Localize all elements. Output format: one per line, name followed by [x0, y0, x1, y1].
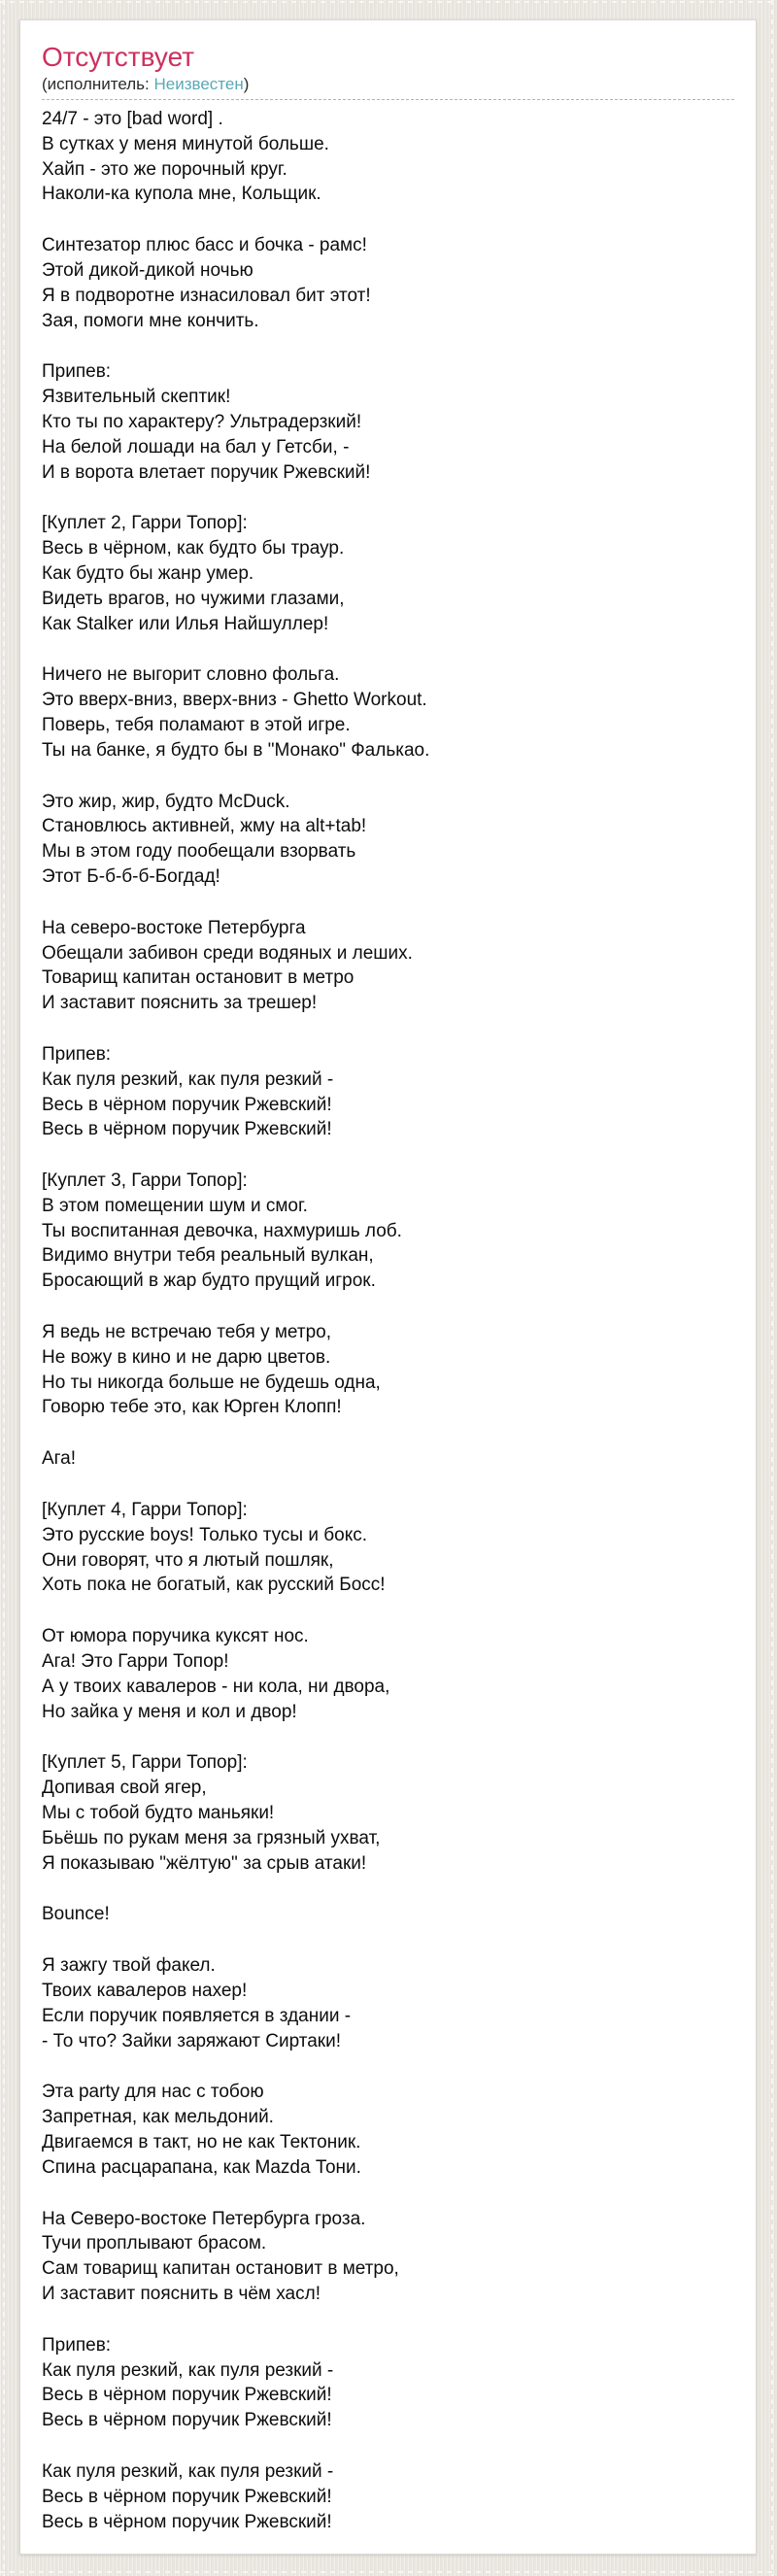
- lyric-line: И заставит пояснить за трешер!: [42, 993, 318, 1014]
- stanza: [42, 1624, 734, 1724]
- lyric-line: Весь в чёрном поручик Ржевский!: [42, 1094, 332, 1115]
- lyric-line: Бросающий в жар будто прущий игрок.: [42, 1271, 376, 1292]
- artist-line: [42, 75, 734, 94]
- background-stitch-bottom: [0, 2571, 777, 2573]
- lyric-line: Запретная, как мельдоний.: [42, 2107, 274, 2128]
- lyric-line: Язвительный скептик!: [42, 387, 231, 408]
- lyric-line: На белой лошади на бал у Гетсби, -: [42, 436, 350, 458]
- lyric-line: Двигаемся в такт, но не как Тектоник.: [42, 2132, 361, 2152]
- lyric-line: И в ворота влетает поручик Ржевский!: [42, 461, 371, 483]
- stanza: [42, 511, 734, 636]
- lyric-line: Ты воспитанная девочка, нахмуришь лоб.: [42, 1220, 402, 1241]
- background-stitch-top: [0, 1, 777, 3]
- lyric-line: Припев:: [42, 1043, 112, 1065]
- lyric-line: Становлюсь активней, жму на alt+tab!: [42, 816, 367, 837]
- stanza: [42, 2459, 734, 2534]
- lyric-line: Весь в чёрном поручик Ржевский!: [42, 2410, 332, 2431]
- lyric-line: На Северо-востоке Петербурга гроза.: [42, 2208, 366, 2229]
- lyric-line: 24/7 - это [bad word] .: [42, 109, 223, 129]
- lyric-line: Я показываю "жёлтую" за срыв атаки!: [42, 1852, 367, 1874]
- stanza: [42, 1169, 734, 1294]
- lyrics-card: [19, 19, 757, 2555]
- lyric-line: Говорю тебе это, как Юрген Клопп!: [42, 1397, 342, 1418]
- lyric-line: Видеть врагов, но чужими глазами,: [42, 588, 345, 609]
- lyric-line: Твоих кавалеров нахер!: [42, 1981, 248, 2002]
- lyric-line: [Куплет 4, Гарри Топор]:: [42, 1500, 248, 1521]
- lyric-line: Сам товарищ капитан остановит в метро,: [42, 2258, 399, 2280]
- lyric-line: Как пуля резкий, как пуля резкий -: [42, 2359, 334, 2381]
- lyric-line: Но ты никогда больше не будешь одна,: [42, 1372, 381, 1393]
- lyric-line: Этой дикой-дикой ночью: [42, 259, 253, 281]
- stanza: [42, 916, 734, 1016]
- lyric-line: Мы в этом году пообещали взорвать: [42, 841, 356, 863]
- lyric-line: Видимо внутри тебя реальный вулкан,: [42, 1245, 374, 1267]
- lyric-line: В сутках у меня минутой больше.: [42, 133, 329, 154]
- stanza: [42, 107, 734, 207]
- lyric-line: Бьёшь по рукам меня за грязный ухват,: [42, 1827, 381, 1848]
- lyric-line: - То что? Зайки заряжают Сиртаки!: [42, 2030, 341, 2051]
- lyric-line: Но зайка у меня и кол и двор!: [42, 1701, 297, 1722]
- lyric-line: Это вверх-вниз, вверх-вниз - Ghetto Workout.: [42, 690, 427, 711]
- lyric-line: Это русские boys! Только тусы и бокс.: [42, 1524, 368, 1545]
- stanza: [42, 1042, 734, 1142]
- stanza: [42, 2207, 734, 2307]
- lyric-line: От юмора поручика куксят нос.: [42, 1626, 309, 1647]
- stanza: [42, 1446, 734, 1472]
- lyric-line: Как пуля резкий, как пуля резкий -: [42, 2460, 334, 2482]
- lyric-line: Я зажгу твой факел.: [42, 1955, 216, 1977]
- stanza: [42, 233, 734, 333]
- lyric-line: Как Stalker или Илья Найшуллер!: [42, 613, 329, 634]
- artist-label-prefix: (исполнитель:: [42, 75, 150, 93]
- stanza: [42, 2333, 734, 2433]
- lyric-line: Поверь, тебя поламают в этой игре.: [42, 714, 351, 735]
- lyrics-text: [42, 107, 734, 2534]
- stanza: [42, 1750, 734, 1876]
- lyric-line: Они говорят, что я лютый пошляк,: [42, 1549, 334, 1571]
- artist-link[interactable]: Неизвестен: [153, 75, 244, 93]
- lyric-line: Весь в чёрном, как будто бы траур.: [42, 538, 345, 559]
- stanza: [42, 1953, 734, 2053]
- stanza: [42, 359, 734, 485]
- lyric-line: Как пуля резкий, как пуля резкий -: [42, 1068, 334, 1090]
- lyric-line: Ты на банке, я будто бы в "Монако" Фалькао.: [42, 739, 430, 761]
- lyric-line: Товарищ капитан остановит в метро: [42, 967, 355, 989]
- lyric-line: Я ведь не встречаю тебя у метро,: [42, 1322, 331, 1343]
- lyric-line: Ага! Это Гарри Топор!: [42, 1651, 229, 1673]
- lyric-line: Ага!: [42, 1448, 77, 1470]
- song-title: Отсутствует: [42, 42, 195, 72]
- dotted-divider: [42, 99, 734, 100]
- lyric-line: Обещали забивон среди водяных и леших.: [42, 942, 413, 964]
- stanza: [42, 662, 734, 763]
- stanza: [42, 790, 734, 890]
- artist-label-suffix: ): [243, 75, 250, 93]
- lyric-line: Этот Б-б-б-б-Богдад!: [42, 865, 220, 887]
- lyric-line: Припев:: [42, 2334, 112, 2356]
- lyric-line: Припев:: [42, 361, 112, 383]
- lyric-line: Ничего не выгорит словно фольга.: [42, 664, 340, 686]
- lyric-line: Не вожу в кино и не дарю цветов.: [42, 1346, 331, 1368]
- lyric-line: Если поручик появляется в здании -: [42, 2005, 352, 2026]
- lyric-line: Весь в чёрном поручик Ржевский!: [42, 2385, 332, 2406]
- lyric-line: Хоть пока не богатый, как русский Босс!: [42, 1575, 386, 1596]
- lyric-line: Спина расцарапана, как Mazda Тони.: [42, 2156, 361, 2178]
- lyric-line: Bounce!: [42, 1904, 110, 1925]
- lyric-line: [Куплет 3, Гарри Топор]:: [42, 1170, 248, 1192]
- lyric-line: А у твоих кавалеров - ни кола, ни двора,: [42, 1676, 390, 1697]
- stanza: [42, 2080, 734, 2180]
- lyric-line: Весь в чёрном поручик Ржевский!: [42, 1119, 332, 1140]
- background-stitch-left: [3, 0, 5, 2576]
- stanza: [42, 1320, 734, 1420]
- lyric-line: Допивая свой ягер,: [42, 1778, 207, 1799]
- lyric-line: Кто ты по характеру? Ультрадерзкий!: [42, 411, 362, 432]
- lyric-line: Мы с тобой будто маньяки!: [42, 1803, 275, 1824]
- lyric-line: Это жир, жир, будто McDuck.: [42, 791, 290, 812]
- lyric-line: Весь в чёрном поручик Ржевский!: [42, 2486, 332, 2507]
- background-stitch-right: [771, 0, 773, 2576]
- lyric-line: Весь в чёрном поручик Ржевский!: [42, 2511, 332, 2532]
- lyric-line: Синтезатор плюс басс и бочка - рамс!: [42, 235, 367, 256]
- lyric-line: Эта party для нас с тобою: [42, 2082, 264, 2103]
- lyric-line: Я в подворотне изнасиловал бит этот!: [42, 285, 371, 306]
- lyric-line: Наколи-ка купола мне, Кольщик.: [42, 184, 321, 205]
- lyric-line: На северо-востоке Петербурга: [42, 917, 306, 938]
- lyric-line: Зая, помоги мне кончить.: [42, 310, 259, 331]
- stanza: [42, 1902, 734, 1927]
- lyric-line: [Куплет 2, Гарри Топор]:: [42, 513, 248, 534]
- lyric-line: Хайп - это же порочный круг.: [42, 158, 287, 180]
- lyric-line: Тучи проплывают брасом.: [42, 2233, 267, 2254]
- lyric-line: В этом помещении шум и смог.: [42, 1195, 308, 1216]
- lyric-line: И заставит пояснить в чём хасл!: [42, 2283, 321, 2304]
- lyric-line: [Куплет 5, Гарри Топор]:: [42, 1752, 248, 1774]
- stanza: [42, 1498, 734, 1598]
- lyric-line: Как будто бы жанр умер.: [42, 562, 254, 584]
